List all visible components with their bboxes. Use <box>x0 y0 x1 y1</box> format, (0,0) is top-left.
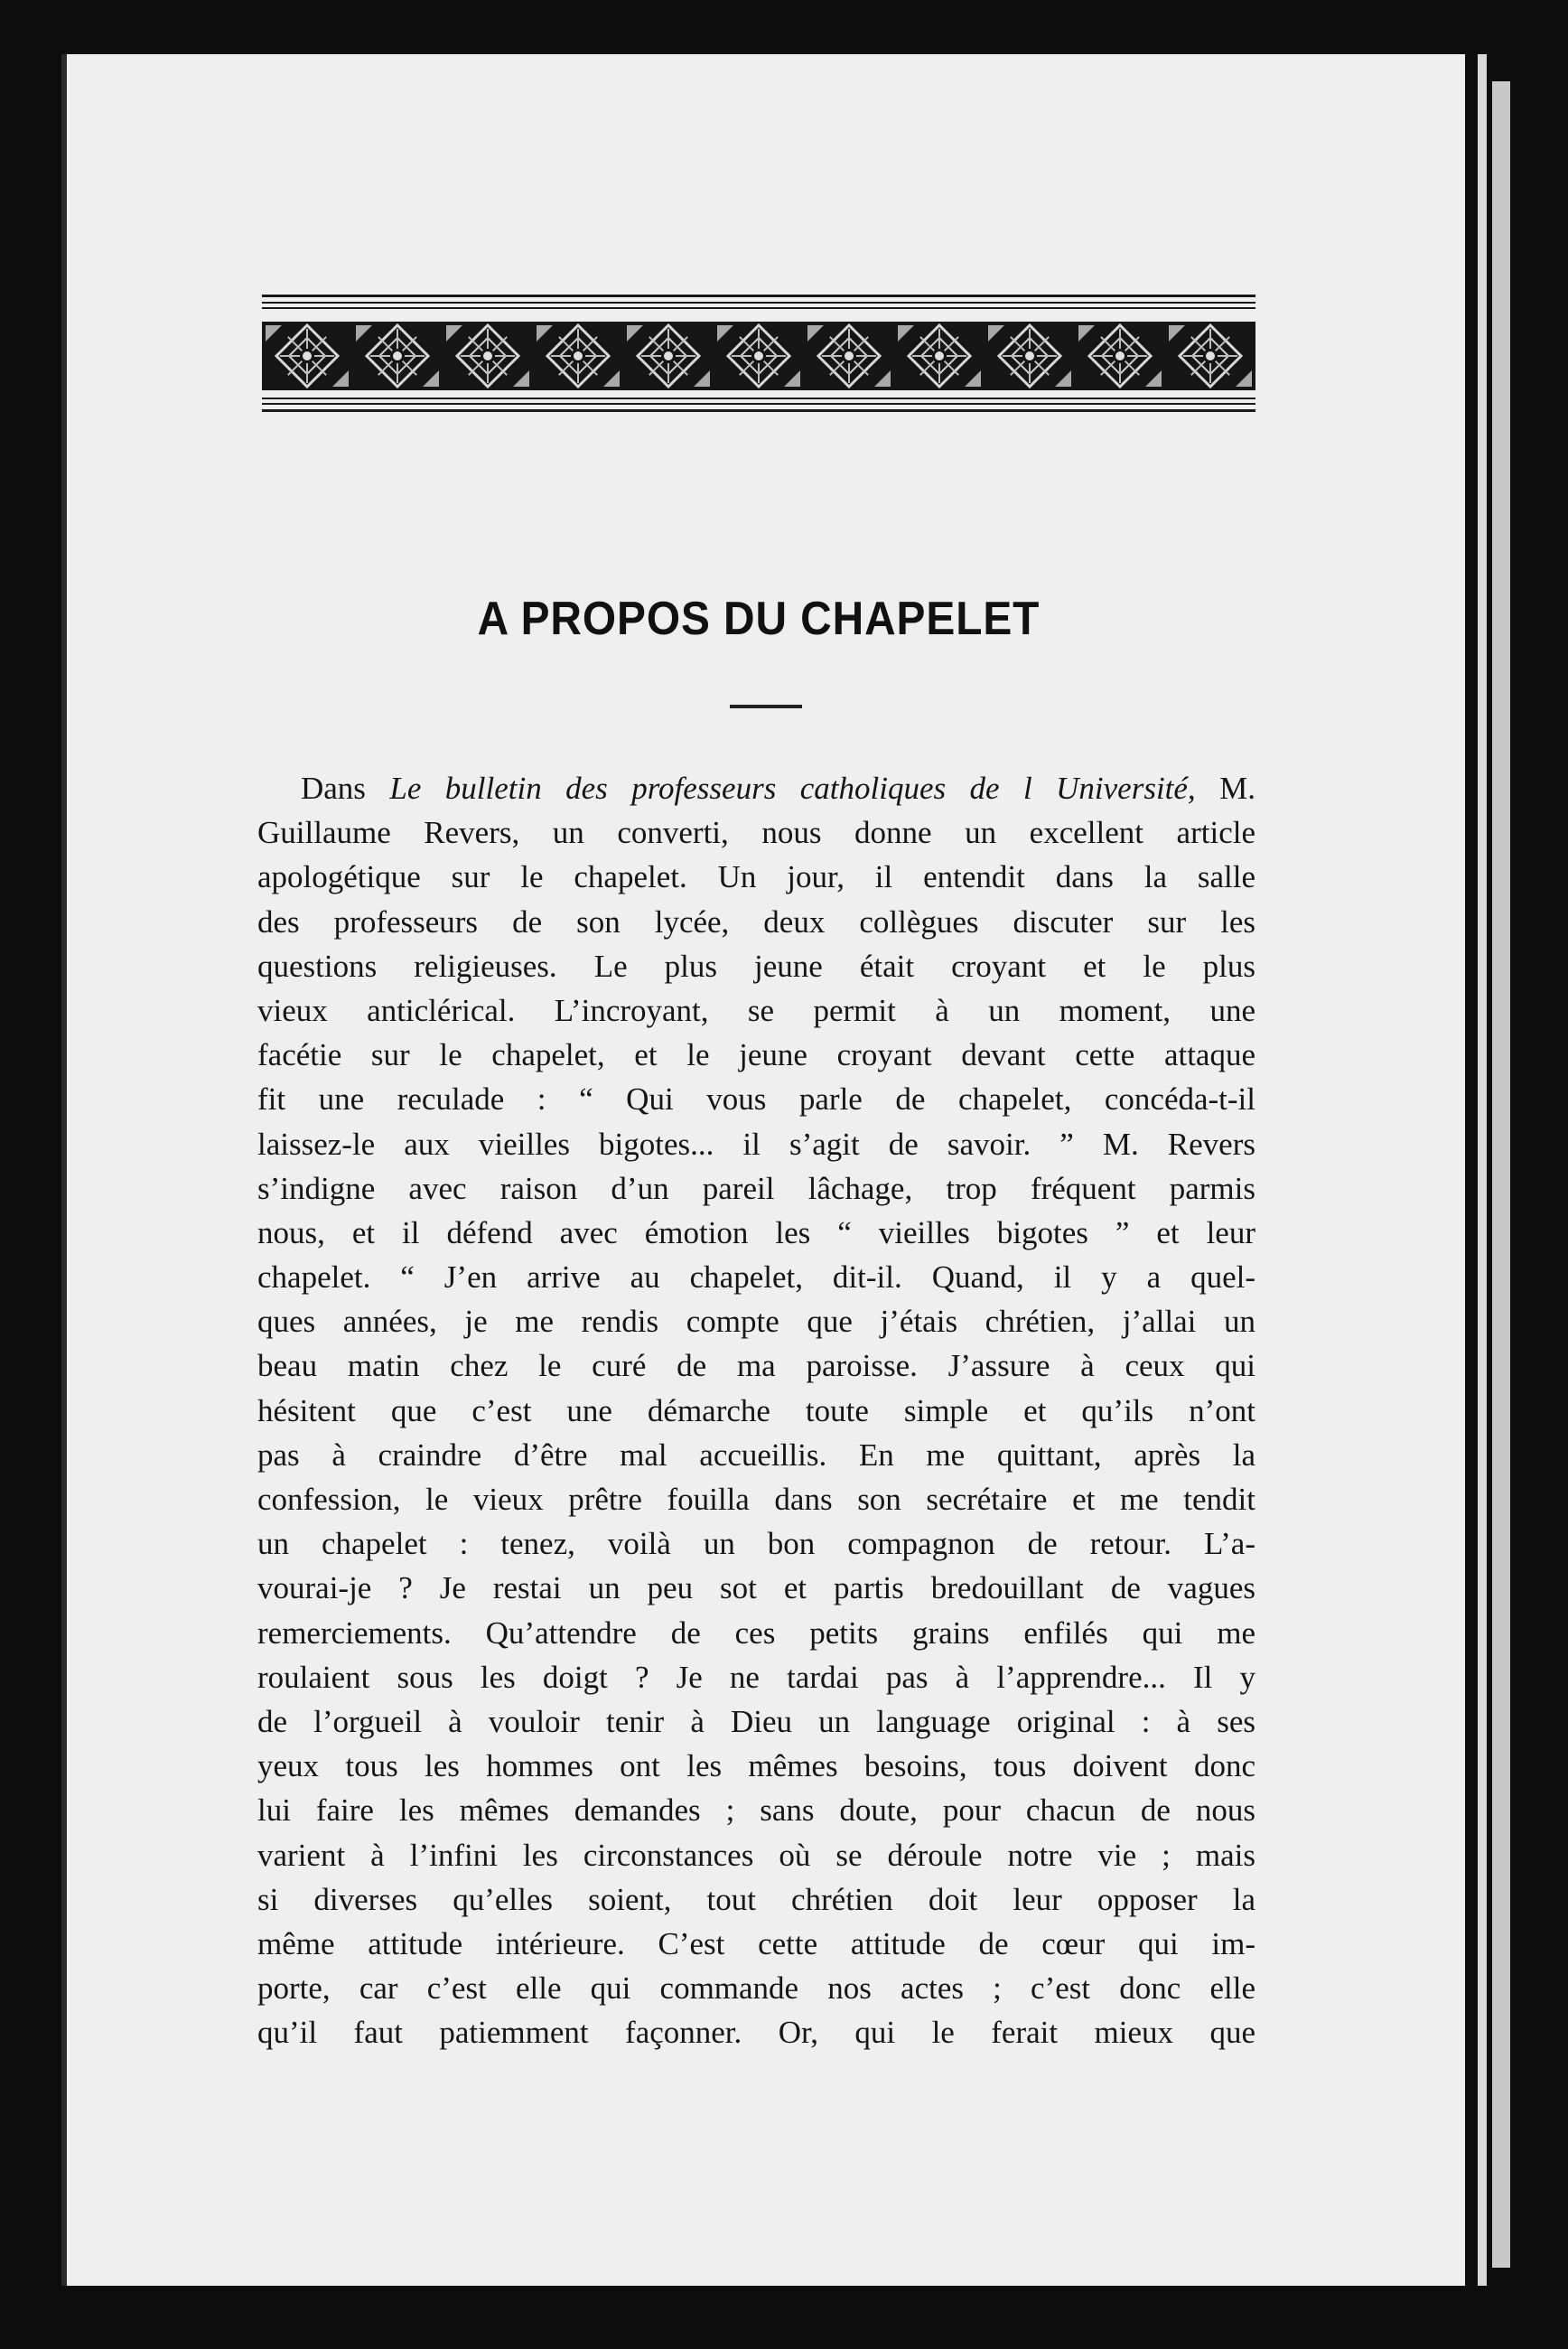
text-line: laissez-le aux vieilles bigotes... il s’agit de savoir. ” M. Revers <box>257 1126 1255 1162</box>
text-line: vourai-je ? Je restai un peu sot et partis bredouillant de vagues <box>257 1570 1255 1606</box>
text-line: varient à l’infini les circonstances où se déroule notre vie ; mais <box>257 1837 1255 1873</box>
text-line: roulaient sous les doigt ? Je ne tardai pas à l’apprendre... Il y <box>257 1659 1255 1695</box>
text-line: porte, car c’est elle qui commande nos actes ; c’est donc elle <box>257 1970 1255 2007</box>
text-line: vieux anticlérical. L’incroyant, se permit à un moment, une <box>257 992 1255 1028</box>
text-line: lui faire les mêmes demandes ; sans doute, pour chacun de nous <box>257 1792 1255 1829</box>
title-separator-rule <box>730 705 802 708</box>
text-line: questions religieuses. Le plus jeune était croyant et le plus <box>257 948 1255 984</box>
text-line: des professeurs de son lycée, deux collègues discuter sur les <box>257 903 1255 940</box>
text-fragment: M. <box>1195 771 1255 806</box>
text-line: yeux tous les hommes ont les mêmes besoins, tous doivent donc <box>257 1748 1255 1784</box>
text-fragment: Dans <box>301 771 390 806</box>
text-line: même attitude intérieure. C’est cette attitude de cœur qui im- <box>257 1925 1255 1961</box>
text-line: ques années, je me rendis compte que j’étais chrétien, j’allai un <box>257 1304 1255 1340</box>
text-line: apologétique sur le chapelet. Un jour, il entendit dans la salle <box>257 859 1255 895</box>
text-line: confession, le vieux prêtre fouilla dans son secrétaire et me tendit <box>257 1482 1255 1517</box>
next-page-edge <box>1492 81 1510 2268</box>
publication-title: Le bulletin des professeurs catholiques de l Université, <box>389 771 1196 806</box>
chapter-title: A PROPOS DU CHAPELET <box>477 593 1041 645</box>
text-line: pas à craindre d’être mal accueillis. En me quittant, après la <box>257 1437 1255 1473</box>
page-edge <box>1478 54 1487 2286</box>
text-line: hésitent que c’est une démarche toute simple et qu’ils n’ont <box>257 1392 1255 1428</box>
text-line: si diverses qu’elles soient, tout chrétien doit leur opposer la <box>257 1881 1255 1917</box>
text-line: Guillaume Revers, un converti, nous donne un excellent article <box>257 815 1255 851</box>
text-line <box>257 766 1255 810</box>
text-line: fit une reculade : “ Qui vous parle de chapelet, concéda-t-il <box>257 1081 1255 1118</box>
body-paragraph <box>257 766 1255 2054</box>
text-line: un chapelet : tenez, voilà un bon compagnon de retour. L’a- <box>257 1526 1255 1562</box>
text-line: remerciements. Qu’attendre de ces petits grains enfilés qui me <box>257 1614 1255 1651</box>
ornamental-header-band <box>262 289 1255 425</box>
text-line: nous, et il défend avec émotion les “ vieilles bigotes ” et leur <box>257 1214 1255 1250</box>
text-line: facétie sur le chapelet, et le jeune croyant devant cette attaque <box>257 1037 1255 1073</box>
text-line: qu’il faut patiemment façonner. Or, qui le ferait mieux que <box>257 2015 1255 2051</box>
text-line: chapelet. “ J’en arrive au chapelet, dit-il. Quand, il y a quel- <box>257 1259 1255 1296</box>
text-line: de l’orgueil à vouloir tenir à Dieu un language original : à ses <box>257 1703 1255 1739</box>
text-line: s’indigne avec raison d’un pareil lâchage, trop fréquent parmis <box>257 1170 1255 1206</box>
text-line: beau matin chez le curé de ma paroisse. J’assure à ceux qui <box>257 1348 1255 1384</box>
